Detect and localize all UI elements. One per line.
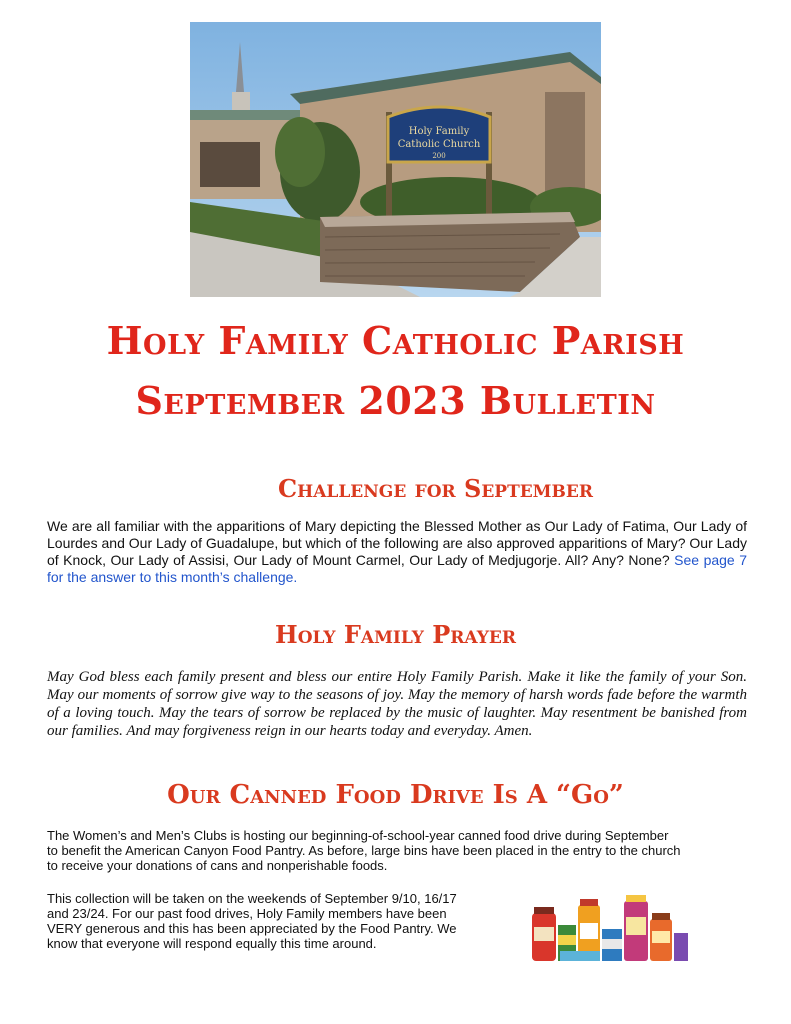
food-drive-p1-line1: The Women’s and Men’s Clubs is hosting our beginning-of-school-year canned food drive during September	[47, 828, 669, 843]
challenge-paragraph	[47, 518, 747, 586]
sign-line1: Holy Family	[408, 126, 470, 137]
sign-line2: Catholic Church	[397, 139, 481, 150]
canned-food-illustration	[530, 895, 690, 965]
sign-number: 200	[432, 152, 446, 160]
church-photo	[190, 22, 601, 297]
food-drive-p1-line2: to benefit the American Canyon Food Pantry. As before, large bins have been placed in the entry to the church	[47, 843, 681, 858]
food-drive-p1-line3: to receive your donations of cans and nonperishable foods.	[47, 858, 388, 873]
challenge-answer-link[interactable]: See page 7 for the answer to this month’s challenge.	[47, 552, 747, 585]
challenge-heading: Challenge for September	[278, 474, 593, 503]
prayer-heading: Holy Family Prayer	[275, 620, 516, 649]
food-drive-paragraph1	[47, 828, 681, 873]
food-drive-p2-line1: This collection will be taken on the weekends of September 9/10, 16/17	[47, 891, 457, 906]
bulletin-title-line2: September 2023 Bulletin	[135, 378, 656, 423]
food-drive-heading: Our Canned Food Drive Is A “Go”	[167, 780, 624, 810]
food-drive-p2-line3: VERY generous and this has been appreciated by the Food Pantry. We	[47, 921, 457, 936]
food-drive-paragraph2	[47, 891, 457, 951]
prayer-text: May God bless each family present and bless our entire Holy Family Parish. Make it like the family of your Son. May our moments of sorrow give way to the seasons of joy. May the memory of harsh words fade before the warmth of a loving touch. May the tears of sorrow be replaced by the music of laughter. May resentment be banished from our families. And may forgiveness reign in our hearts today and everyday. Amen.	[47, 669, 747, 739]
food-drive-p2-line4: know that everyone will respond equally this time around.	[47, 936, 377, 951]
bulletin-title-line1: Holy Family Catholic Parish	[106, 318, 685, 363]
challenge-text: We are all familiar with the apparitions of Mary depicting the Blessed Mother as Our Lady of Fatima, Our Lady of Lourdes and Our Lady of Guadalupe, but which of the following are also approved apparitions of Mary? Our Lady of Knock, Our Lady of Assisi, Our Lady of Mount Carmel, Our Lady of Medjugorje. All? Any? None?	[47, 518, 747, 568]
food-drive-p2-line2: and 23/24. For our past food drives, Holy Family members have been	[47, 906, 447, 921]
